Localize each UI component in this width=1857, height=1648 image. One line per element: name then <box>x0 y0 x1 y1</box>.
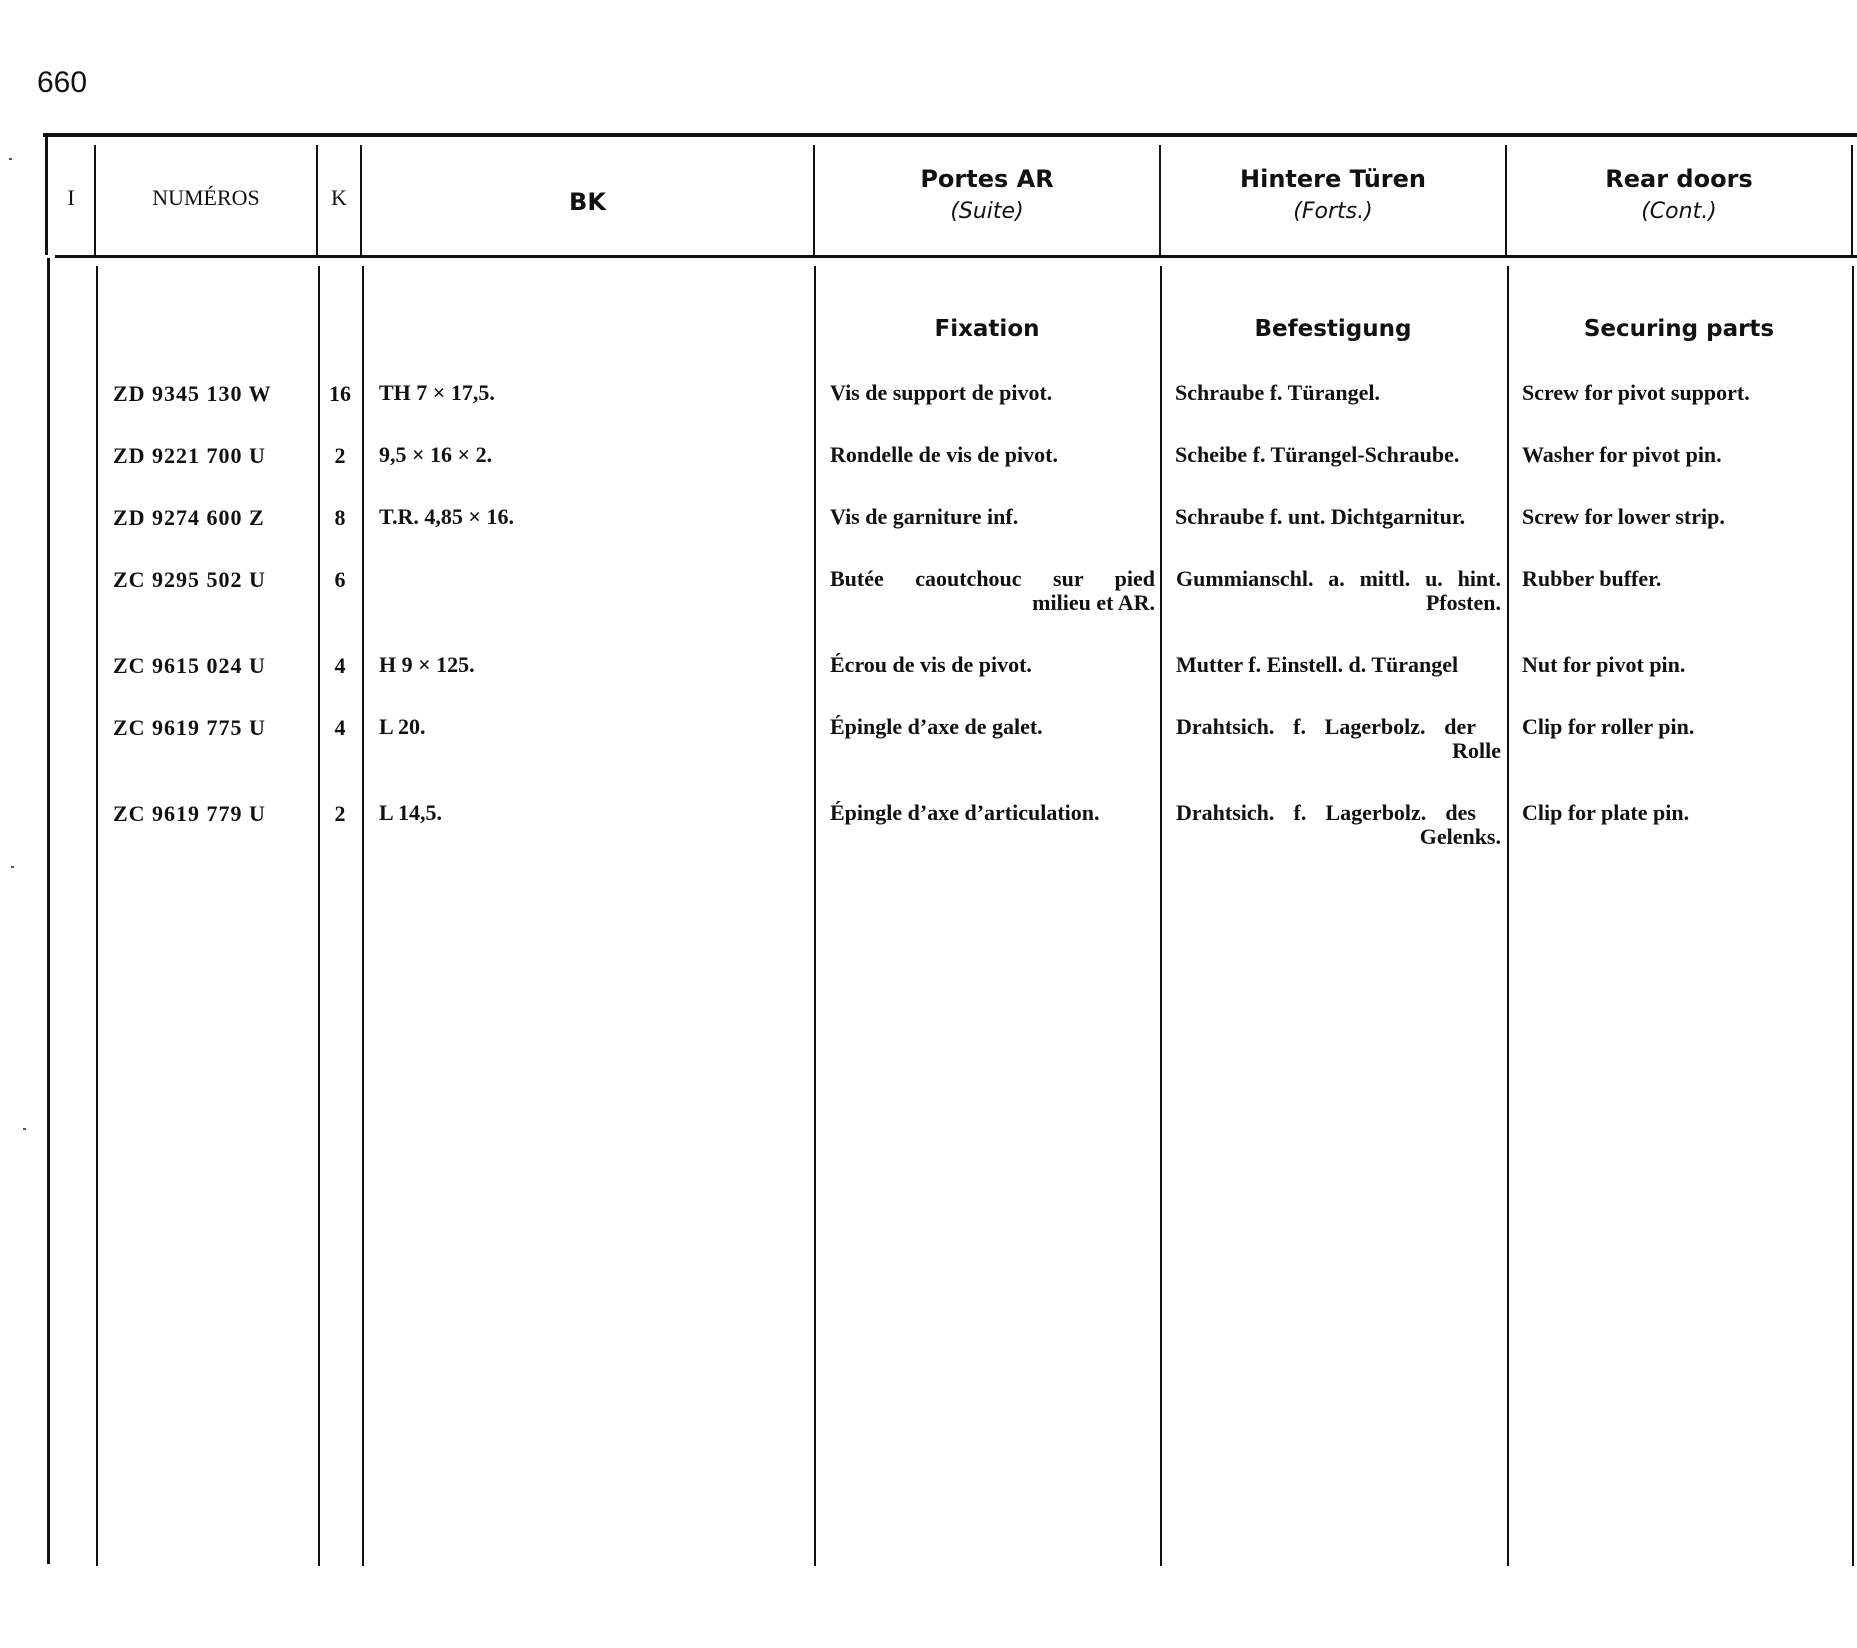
desc-french-continued: milieu et AR. <box>1032 590 1155 615</box>
part-number: ZC 9619 779 U <box>113 801 266 826</box>
quantity: 2 <box>334 443 346 468</box>
table-top-rule <box>43 133 1857 137</box>
header-german-title: Hintere Türen <box>1240 165 1426 193</box>
quantity: 2 <box>334 801 346 826</box>
margin-mark <box>11 866 14 868</box>
header-english <box>1507 165 1851 224</box>
desc-french: Vis de garniture inf. <box>830 504 1019 529</box>
part-number: ZC 9295 502 U <box>113 567 266 592</box>
desc-french: Épingle d’axe d’articulation. <box>830 800 1100 825</box>
header-col-bk: BK <box>569 188 606 216</box>
desc-english: Washer for pivot pin. <box>1522 442 1722 467</box>
part-number: ZD 9345 130 W <box>113 381 272 406</box>
part-number: ZD 9221 700 U <box>113 443 266 468</box>
desc-german-continued: Gelenks. <box>1419 824 1501 849</box>
desc-german: Scheibe f. Türangel-Schraube. <box>1175 442 1460 467</box>
header-col-k: K <box>331 185 347 210</box>
column-divider <box>1507 266 1509 1566</box>
desc-german: Schraube f. Türangel. <box>1175 380 1380 405</box>
column-divider <box>1851 145 1853 255</box>
header-german <box>1161 165 1505 224</box>
desc-french: Écrou de vis de pivot. <box>830 652 1032 677</box>
desc-french: Épingle d’axe de galet. <box>830 714 1043 739</box>
desc-french: Butée caoutchouc sur pied <box>830 566 1155 591</box>
quantity: 8 <box>334 505 346 530</box>
quantity: 4 <box>334 653 346 678</box>
column-divider <box>96 266 98 1566</box>
header-french-sub: (Suite) <box>950 199 1024 224</box>
part-number: ZC 9615 024 U <box>113 653 266 678</box>
quantity: 16 <box>329 381 351 406</box>
desc-english: Clip for roller pin. <box>1522 714 1695 739</box>
header-bottom-rule <box>55 255 1857 258</box>
column-divider <box>1852 266 1854 1566</box>
header-col-i: I <box>67 185 75 210</box>
header-french <box>815 165 1159 224</box>
desc-german: Drahtsich. f. Lagerbolz. des <box>1176 800 1476 825</box>
bk-spec: L 20. <box>379 714 426 739</box>
header-english-sub: (Cont.) <box>1641 199 1717 224</box>
quantity: 4 <box>334 715 346 740</box>
header-english-title: Rear doors <box>1605 165 1753 193</box>
bk-spec: L 14,5. <box>379 800 442 825</box>
bk-spec: 9,5 × 16 × 2. <box>379 442 493 467</box>
desc-english: Nut for pivot pin. <box>1522 652 1686 677</box>
desc-english: Rubber buffer. <box>1522 566 1662 591</box>
page-number: 660 <box>37 66 88 99</box>
desc-french: Vis de support de pivot. <box>830 380 1053 405</box>
quantity: 6 <box>334 567 346 592</box>
desc-english: Clip for plate pin. <box>1522 800 1690 825</box>
bk-spec: H 9 × 125. <box>379 652 475 677</box>
header-french-title: Portes AR <box>920 165 1054 193</box>
desc-german: Schraube f. unt. Dichtgarnitur. <box>1175 504 1466 529</box>
bk-spec: T.R. 4,85 × 16. <box>379 504 514 529</box>
column-divider <box>814 266 816 1566</box>
desc-english: Screw for pivot support. <box>1522 380 1750 405</box>
header-german-sub: (Forts.) <box>1293 199 1373 224</box>
part-number: ZD 9274 600 Z <box>113 505 265 530</box>
section-english: Securing parts <box>1583 316 1775 342</box>
desc-french: Rondelle de vis de pivot. <box>830 442 1058 467</box>
desc-german-continued: Pfosten. <box>1425 590 1501 615</box>
desc-german: Gummianschl. a. mittl. u. hint. <box>1176 566 1501 591</box>
margin-mark <box>23 1128 26 1130</box>
desc-german: Mutter f. Einstell. d. Türangel <box>1176 652 1459 677</box>
column-divider <box>1160 266 1162 1566</box>
table-left-border <box>47 258 50 1564</box>
part-number: ZC 9619 775 U <box>113 715 266 740</box>
section-french: Fixation <box>934 316 1040 342</box>
margin-mark <box>9 158 12 160</box>
desc-german-continued: Rolle <box>1452 738 1501 763</box>
bk-spec: TH 7 × 17,5. <box>379 380 495 405</box>
desc-german: Drahtsich. f. Lagerbolz. der <box>1176 714 1476 739</box>
column-divider <box>362 266 364 1566</box>
header-col-numeros: NUMÉROS <box>152 185 260 210</box>
section-german: Befestigung <box>1254 316 1412 342</box>
desc-english: Screw for lower strip. <box>1522 504 1725 529</box>
